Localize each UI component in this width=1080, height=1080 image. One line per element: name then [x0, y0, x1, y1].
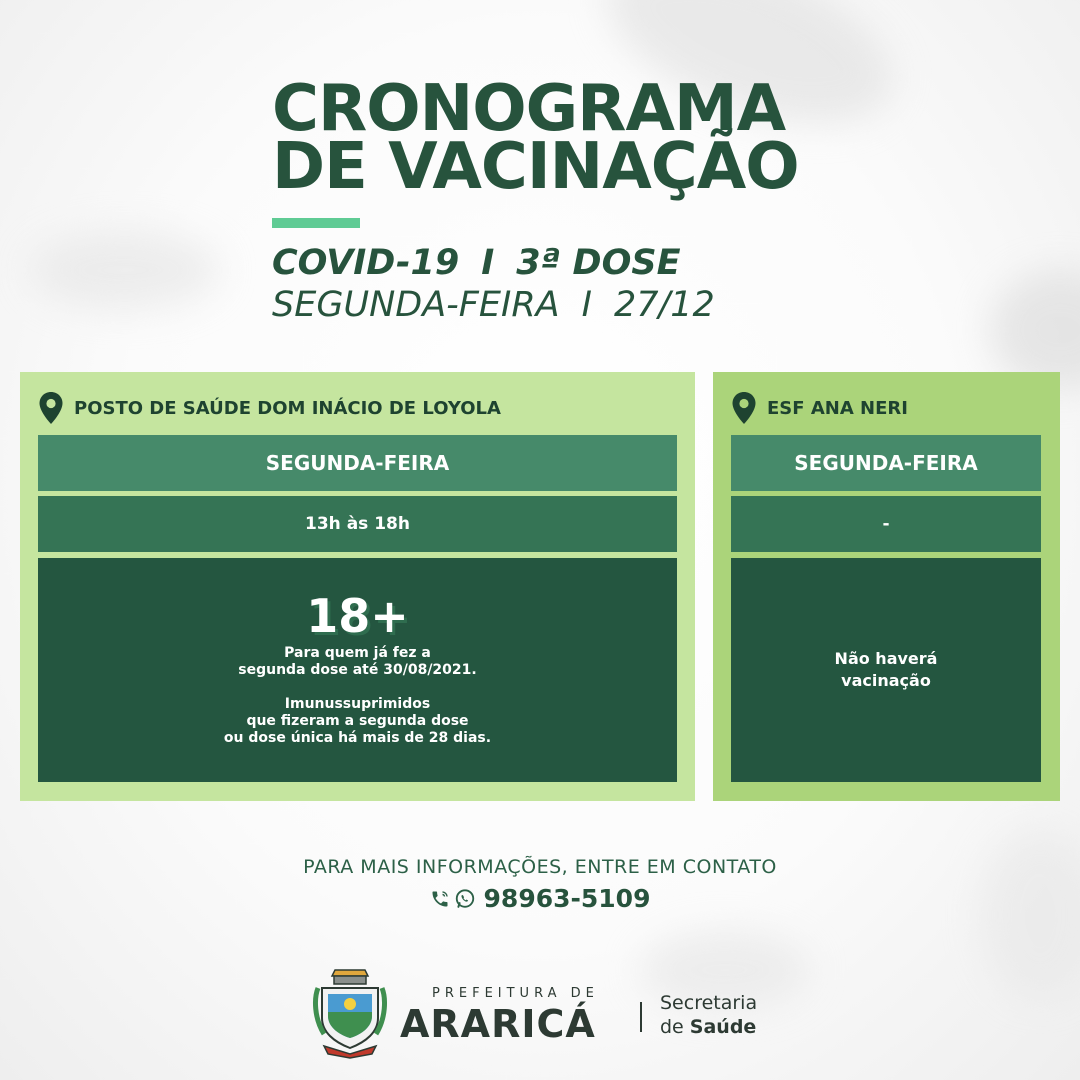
- dose-label: 3ª DOSE: [516, 243, 681, 283]
- separator: I: [481, 243, 495, 283]
- secretaria-de: de: [660, 1016, 684, 1038]
- location-name: ESF ANA NERI: [767, 397, 908, 419]
- page-title-line2: DE VACINAÇÃO: [272, 130, 799, 204]
- location-name: POSTO DE SAÚDE DOM INÁCIO DE LOYOLA: [74, 397, 501, 419]
- weekday-label: SEGUNDA-FEIRA: [272, 285, 560, 325]
- separator: I: [581, 285, 592, 325]
- location-pin-icon: [731, 391, 757, 425]
- city-crest-icon: [310, 968, 390, 1060]
- info-line: vacinação: [841, 671, 931, 690]
- vaccine-name: COVID-19: [272, 243, 460, 283]
- secretaria-line1: Secretaria: [660, 992, 758, 1014]
- hours-row: 13h às 18h: [38, 496, 677, 552]
- secretaria-line2: [660, 1016, 756, 1038]
- vaccine-dose-line: [272, 242, 799, 284]
- contact-phone-line: [0, 884, 1080, 913]
- city-name: ARARICÁ: [400, 1002, 596, 1046]
- info-row: [38, 558, 677, 782]
- date-label: 27/12: [613, 285, 715, 325]
- phone-number[interactable]: 98963-5109: [483, 884, 651, 913]
- hours-row: -: [731, 496, 1041, 552]
- age-badge: 18+: [306, 589, 409, 643]
- location-header: [38, 390, 501, 426]
- location-pin-icon: [38, 391, 64, 425]
- location-card-dom-inacio: [20, 372, 695, 801]
- info-line: Para quem já fez a: [284, 645, 431, 661]
- secretaria-saude: Saúde: [689, 1016, 757, 1038]
- day-row: SEGUNDA-FEIRA: [38, 435, 677, 491]
- prefeitura-small-label: PREFEITURA DE: [432, 986, 599, 1001]
- accent-bar: [272, 218, 360, 228]
- whatsapp-icon: [454, 888, 476, 910]
- info-row: [731, 558, 1041, 782]
- day-row: SEGUNDA-FEIRA: [731, 435, 1041, 491]
- footer-divider: [640, 1002, 642, 1032]
- info-line: Não haverá: [834, 649, 938, 668]
- location-header: [731, 390, 908, 426]
- header: [272, 72, 799, 326]
- background-blur: [30, 230, 220, 310]
- info-line: segunda dose até 30/08/2021.: [238, 662, 477, 678]
- contact-label: PARA MAIS INFORMAÇÕES, ENTRE EM CONTATO: [303, 856, 777, 878]
- page-title-line1: CRONOGRAMA: [272, 72, 786, 146]
- date-line: [272, 284, 799, 326]
- phone-icon: [430, 889, 450, 909]
- contact-section: [0, 856, 1080, 913]
- info-line: Imunussuprimidos: [284, 696, 431, 712]
- location-card-ana-neri: [713, 372, 1060, 801]
- info-line: ou dose única há mais de 28 dias.: [223, 730, 492, 746]
- info-line: que fizeram a segunda dose: [246, 713, 469, 729]
